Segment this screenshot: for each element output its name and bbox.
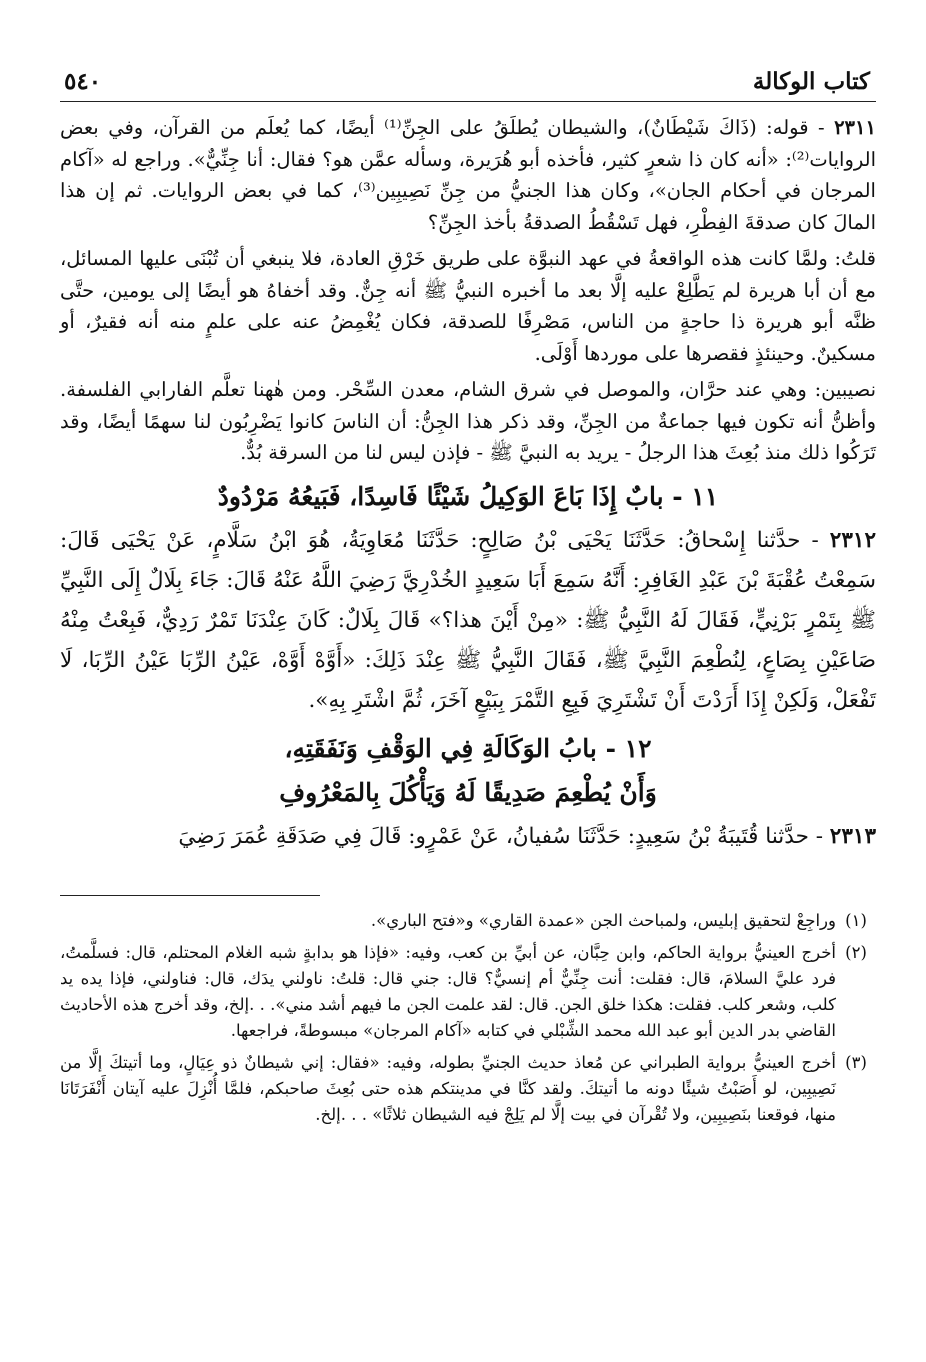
- footnotes: [60, 908, 876, 1128]
- running-title: كتاب الوكالة: [752, 68, 870, 95]
- footnote: [60, 940, 876, 1044]
- chapter-heading-12: [60, 727, 876, 815]
- footnote-number: (٣): [845, 1052, 867, 1072]
- commentary-text: قلتُ: ولمَّا كانت هذه الواقعةُ في عهد النبوَّة على طريق خَرْقِ العادة، فلا ينبغي أن تُبْنَى عليها المسائل، مع أن أبا هريرة لم يَطَّلِعْ عليه إلَّا بعد ما أخبره النبيُّ ﷺ أنه جِنٌّ. وقد أخفاهُ هو أيضًا إلى يومين، حتَّى ظنَّه أبو هريرة ذا حاجةٍ من الناس، مَصْرِفًا للصدقة، فكان يُغْمِضُ عنه على علمٍ منه أنه فقيرٌ، أو مسكينٌ. وحينئذٍ فقصرها على موردها أَوْلَى.: [60, 247, 876, 365]
- hadith-text: - حدَّثنا قُتَيبَةُ بْنُ سَعِيدٍ: حَدَّثَنَا سُفيانُ، عَنْ عَمْرٍو: قَالَ فِي صَدَقَةِ عُمَرَ رَضِيَ: [178, 823, 830, 849]
- footnote: [60, 908, 876, 934]
- footnote-number: (١): [845, 910, 867, 930]
- page-header: [60, 68, 876, 102]
- commentary-text: - قوله: (ذَاكَ شَيْطَانٌ)، والشيطان يُطلَقُ على الجِنِّ⁽¹⁾ أيضًا، كما يُعلَم من القرآن، وفي بعض الروايات⁽²⁾: «أنه كان ذا شعرٍ كثير، فأخذه أبو هُرَيرة، وسأله عمَّن هو؟ فقال: أنا جِنِّيٌّ». وراجع له «آكام المرجان في أحكام الجان»، وكان هذا الجنيُّ من جِنِّ نَصِيبِين⁽³⁾، كما في بعض الروايات. ثم إن هذا المالَ كان صدقةَ الفِطْرِ، فهل تَسْقُطُ الصدقةُ بأخذ الجِنِّ؟: [60, 116, 876, 234]
- chapter-heading-11: ١١ - بابٌ إِذَا بَاعَ الوَكِيلُ شَيْئًا فَاسِدًا، فَبَيعُهُ مَرْدُودٌ: [217, 481, 719, 511]
- page-number: ٥٤٠: [64, 68, 102, 95]
- commentary-paragraph: [60, 374, 876, 469]
- chapter-heading-line: وَأَنْ يُطْعِمَ صَدِيقًا لَهُ وَيَأْكُلَ بِالمَعْرُوفِ: [279, 777, 657, 807]
- footnote-text: أخرج العينيُّ برواية الحاكم، وابن حِبَّان، عن أبيِّ بن كعب، وفيه: «فإذا هو بدابةٍ شبه الغلام المحتلم، قال: فسلَّمتُ، فرد عليَّ السلامَ، قال: فقلت: أنت جِنِّيٌّ أم إنسيٌّ؟ قال: جني قال: قلتُ: ناولني يدَك، قال: فناولني، فإذا يده يد كلب، وشعر كلب. فقلت: هكذا خلق الجن. قال: لقد علمت الجن ما فيهم أشد مني». . .إلخ، وقد أخرج هذه الأحاديث القاضي بدر الدين أبو عبد الله محمد الشِّبْلي في كتابه «آكام المرجان» مبسوطةً، فراجعها.: [60, 942, 836, 1040]
- hadith-number: ٢٣١٢: [829, 527, 876, 553]
- footnote: [60, 1050, 876, 1128]
- chapter-heading-line: ١٢ - بابُ الوَكَالَةِ فِي الوَقْفِ وَنَفَقَتِهِ،: [284, 733, 652, 763]
- commentary-text: نصيبين: وهي عند حرَّان، والموصل في شرق الشام، معدن السِّحْر. ومن هٰهنا تعلَّم الفارابي الفلسفة. وأظنُّ أنه تكون فيها جماعةٌ من الجِنِّ، وقد ذكر هذا الجِنُّ: أن الناسَ كانوا يَضْرِبُون لنا سهمًا أيضًا، وقد تَرَكُوا ذلك منذ بُعِثَ هذا الرجلُ - يريد به النبيَّ ﷺ - فإذن ليس لنا من السرقة بُدٌّ.: [60, 378, 876, 464]
- hadith-text: - حدَّثنا إِسْحاقُ: حَدَّثَنَا يَحْيَى بْنُ صَالِحٍ: حَدَّثَنَا مُعَاوِيَةُ، هُوَ ابْنُ سَلَّامٍ، عَنْ يَحْيَى قَالَ: سَمِعْتُ عُقْبَةَ بْنَ عَبْدِ الغَافِرِ: أَنَّهُ سَمِعَ أَبَا سَعِيدٍ الخُدْرِيَّ رَضِيَ اللَّهُ عَنْهُ قَالَ: جَاءَ بِلَالٌ إِلَى النَّبِيِّ ﷺ بِتَمْرٍ بَرْنِيٍّ، فَقَالَ لَهُ النَّبِيُّ ﷺ: «مِنْ أَيْنَ هذا؟» قَالَ بِلَالٌ: كَانَ عِنْدَنَا تَمْرٌ رَدِيٌّ، فَبِعْتُ مِنْهُ صَاعَيْنِ بِصَاعٍ، لِنُطْعِمَ النَّبِيَّ ﷺ، فَقَالَ النَّبِيُّ ﷺ عِنْدَ ذَلِكَ: «أَوَّهْ أَوَّهْ، عَيْنُ الرِّبَا عَيْنُ الرِّبَا، لَا تَفْعَلْ، وَلَكِنْ إِذَا أَرَدْتَ أَنْ تَشْتَرِيَ فَبِعِ التَّمْرَ بِبَيْعٍ آخَرَ، ثُمَّ اشْتَرِ بِهِ».: [60, 527, 876, 713]
- commentary-paragraph: [60, 112, 876, 238]
- commentary-block: [60, 112, 876, 469]
- hadith-2312: [60, 521, 876, 721]
- footnote-number: (٢): [845, 942, 867, 962]
- footnote-separator: [60, 895, 320, 896]
- hadith-2313: [60, 817, 876, 857]
- commentary-paragraph: [60, 243, 876, 369]
- footnote-text: وراجِعْ لتحقيق إبليس، ولمباحث الجن «عمدة القاري» و«فتح الباري».: [370, 910, 836, 930]
- hadith-number: ٢٣١٣: [829, 823, 876, 849]
- footnote-text: أخرج العينيُّ برواية الطبراني عن مُعاذ حديث الجنيِّ بطوله، وفيه: «فقال: إني شيطانٌ ذو عِيَالٍ، وما أتيتكَ إلَّا من نَصِيبِين، لو أَصَبْتُ شيئًا دونه ما أتيتكَ. ولقد كنَّا في مدينتكم هذه حتى بُعِثَ صاحبكم، فلمَّا أُنْزِلَ عليه آيتان أَنْفَرَتَانَا منها، فوقعنا بنَصِيبِين، ولا تُقْرآن في بيت إلَّا لم يَلِجْ فيه الشيطان ثلاثًا» . . .إلخ.: [60, 1052, 836, 1124]
- commentary-number: ٢٣١١: [834, 116, 876, 139]
